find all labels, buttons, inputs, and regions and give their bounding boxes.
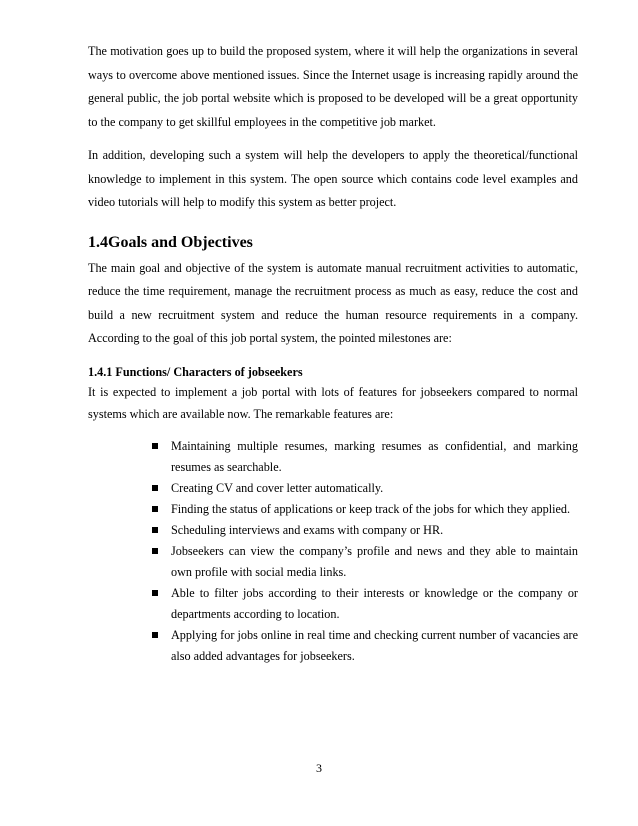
subsection-heading: 1.4.1 Functions/ Characters of jobseekers <box>88 364 303 379</box>
intro-paragraph-2: In addition, developing such a system will help the developers to apply the theoretical/functional knowledge to implement in this system. The open source which contains code level examples and video tutorials will help to modify this system as better project. <box>88 148 578 209</box>
square-bullet-icon <box>152 548 158 554</box>
feature-item <box>152 583 578 625</box>
feature-text: Able to filter jobs according to their interests or knowledge or the company or departments according to location. <box>171 585 578 621</box>
feature-text: Finding the status of applications or keep track of the jobs for which they applied. <box>171 501 571 516</box>
feature-text: Creating CV and cover letter automatically. <box>171 480 384 495</box>
subsection-paragraph: It is expected to implement a job portal with lots of features for jobseekers compared to normal systems which are available now. The remarkable features are: <box>88 384 578 421</box>
feature-item <box>152 499 578 520</box>
feature-text: Scheduling interviews and exams with company or HR. <box>171 522 444 537</box>
square-bullet-icon <box>152 506 158 512</box>
section-heading: 1.4Goals and Objectives <box>88 233 253 251</box>
square-bullet-icon <box>152 485 158 491</box>
feature-item <box>152 436 578 478</box>
feature-list <box>88 436 578 667</box>
feature-text: Applying for jobs online in real time and checking current number of vacancies are also added advantages for jobseekers. <box>171 627 578 663</box>
section-paragraph: The main goal and objective of the system is automate manual recruitment activities to automatic, reduce the time requirement, manage the recruitment process as much as easy, reduce the cost and build a new recruitment system and reduce the human resource requirements in a company. According to the goal of this job portal system, the pointed milestones are: <box>88 260 578 345</box>
feature-text: Maintaining multiple resumes, marking resumes as confidential, and marking resumes as searchable. <box>171 438 578 474</box>
feature-text: Jobseekers can view the company’s profile and news and they able to maintain own profile with social media links. <box>171 543 578 579</box>
page-number: 3 <box>316 761 322 775</box>
feature-item <box>152 520 578 541</box>
feature-item <box>152 625 578 667</box>
square-bullet-icon <box>152 632 158 638</box>
feature-item <box>152 478 578 499</box>
page-content <box>88 40 578 667</box>
intro-paragraph-1: The motivation goes up to build the proposed system, where it will help the organizations in several ways to overcome above mentioned issues. Since the Internet usage is increasing rapidly around the general public, the job portal website which is proposed to be developed will be a great opportunity to the company to get skillful employees in the competitive job market. <box>88 44 578 129</box>
feature-item <box>152 541 578 583</box>
square-bullet-icon <box>152 527 158 533</box>
square-bullet-icon <box>152 590 158 596</box>
square-bullet-icon <box>152 443 158 449</box>
